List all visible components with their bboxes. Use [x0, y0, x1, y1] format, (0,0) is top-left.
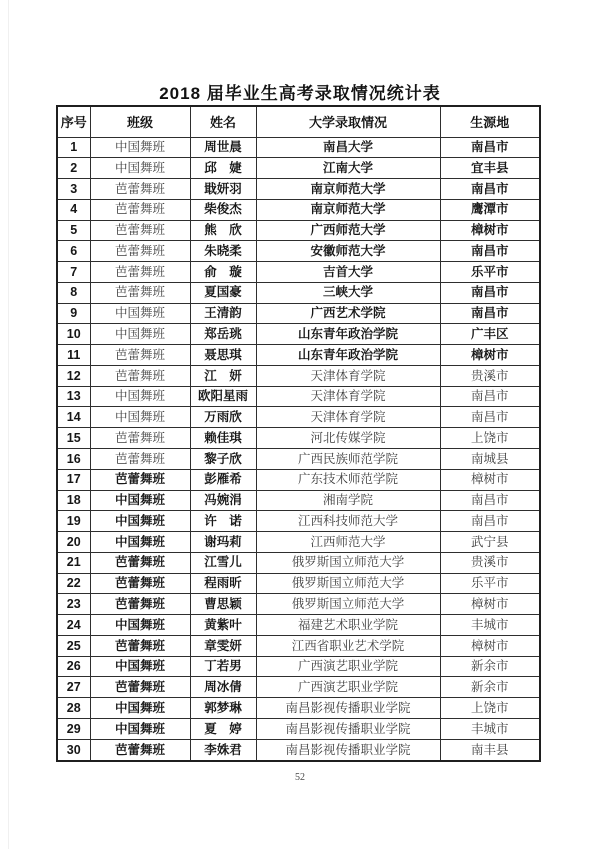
table-row: [57, 386, 540, 407]
cell-name: 曹思颖: [190, 594, 256, 615]
table-row: [57, 220, 540, 241]
cell-class: 中国舞班: [90, 303, 190, 324]
cell-name: 程雨昕: [190, 573, 256, 594]
header-row: [57, 106, 540, 137]
cell-origin: 南昌市: [440, 407, 540, 428]
table-row: [57, 490, 540, 511]
cell-origin: 鹰潭市: [440, 199, 540, 220]
cell-class: 芭蕾舞班: [90, 220, 190, 241]
cell-no: 25: [57, 635, 90, 656]
cell-no: 17: [57, 469, 90, 490]
table-row: [57, 324, 540, 345]
cell-university: 南昌影视传播职业学院: [256, 698, 440, 719]
cell-name: 周冰倩: [190, 677, 256, 698]
cell-university: 南京师范大学: [256, 199, 440, 220]
table-row: [57, 511, 540, 532]
cell-no: 15: [57, 428, 90, 449]
cell-name: 郑岳珧: [190, 324, 256, 345]
table-row: [57, 677, 540, 698]
table-row: [57, 262, 540, 283]
cell-university: 南昌影视传播职业学院: [256, 739, 440, 761]
cell-origin: 樟树市: [440, 594, 540, 615]
cell-no: 27: [57, 677, 90, 698]
cell-no: 14: [57, 407, 90, 428]
cell-origin: 乐平市: [440, 262, 540, 283]
cell-class: 芭蕾舞班: [90, 282, 190, 303]
cell-class: 芭蕾舞班: [90, 677, 190, 698]
cell-origin: 南城县: [440, 448, 540, 469]
column-header-name: 姓名: [190, 106, 256, 137]
cell-class: 芭蕾舞班: [90, 199, 190, 220]
cell-name: 王清韵: [190, 303, 256, 324]
table-row: [57, 532, 540, 553]
cell-no: 16: [57, 448, 90, 469]
table-row: [57, 698, 540, 719]
cell-university: 广东技术师范学院: [256, 469, 440, 490]
cell-name: 冯婉涓: [190, 490, 256, 511]
cell-university: 江西省职业艺术学院: [256, 635, 440, 656]
cell-class: 中国舞班: [90, 698, 190, 719]
cell-no: 11: [57, 345, 90, 366]
cell-name: 江雪儿: [190, 552, 256, 573]
cell-university: 河北传媒学院: [256, 428, 440, 449]
cell-origin: 南昌市: [440, 511, 540, 532]
cell-class: 芭蕾舞班: [90, 469, 190, 490]
cell-no: 28: [57, 698, 90, 719]
cell-no: 5: [57, 220, 90, 241]
table-row: [57, 469, 540, 490]
cell-name: 黎子欣: [190, 448, 256, 469]
table-row: [57, 656, 540, 677]
admissions-table-container: [56, 105, 539, 762]
cell-name: 欧阳星雨: [190, 386, 256, 407]
table-row: [57, 739, 540, 761]
table-row: [57, 573, 540, 594]
cell-university: 江西师范大学: [256, 532, 440, 553]
cell-origin: 武宁县: [440, 532, 540, 553]
table-row: [57, 552, 540, 573]
cell-origin: 樟树市: [440, 220, 540, 241]
cell-class: 芭蕾舞班: [90, 573, 190, 594]
cell-name: 邱 婕: [190, 158, 256, 179]
cell-name: 江 妍: [190, 365, 256, 386]
cell-class: 中国舞班: [90, 386, 190, 407]
cell-no: 23: [57, 594, 90, 615]
cell-university: 福建艺术职业学院: [256, 615, 440, 636]
cell-university: 山东青年政治学院: [256, 345, 440, 366]
cell-university: 山东青年政治学院: [256, 324, 440, 345]
cell-origin: 贵溪市: [440, 365, 540, 386]
table-row: [57, 365, 540, 386]
cell-university: 安徽师范大学: [256, 241, 440, 262]
column-header-no: 序号: [57, 106, 90, 137]
table-row: [57, 241, 540, 262]
cell-name: 彭雁希: [190, 469, 256, 490]
cell-university: 南京师范大学: [256, 179, 440, 200]
cell-name: 俞 璇: [190, 262, 256, 283]
cell-name: 柴俊杰: [190, 199, 256, 220]
cell-class: 中国舞班: [90, 656, 190, 677]
cell-class: 中国舞班: [90, 324, 190, 345]
cell-class: 中国舞班: [90, 490, 190, 511]
cell-university: 南昌大学: [256, 137, 440, 158]
cell-origin: 南昌市: [440, 137, 540, 158]
cell-no: 19: [57, 511, 90, 532]
cell-origin: 新余市: [440, 656, 540, 677]
cell-no: 12: [57, 365, 90, 386]
page-title: 2018 届毕业生高考录取情况统计表: [159, 84, 441, 103]
cell-class: 芭蕾舞班: [90, 635, 190, 656]
page-number: 52: [295, 772, 305, 783]
cell-no: 29: [57, 718, 90, 739]
cell-name: 聂思琪: [190, 345, 256, 366]
admissions-table: [56, 105, 541, 762]
cell-name: 夏国豪: [190, 282, 256, 303]
cell-university: 俄罗斯国立师范大学: [256, 573, 440, 594]
cell-class: 芭蕾舞班: [90, 428, 190, 449]
cell-university: 广西艺术学院: [256, 303, 440, 324]
cell-name: 赖佳琪: [190, 428, 256, 449]
table-row: [57, 158, 540, 179]
cell-class: 芭蕾舞班: [90, 594, 190, 615]
scan-page-edge: [8, 0, 9, 849]
cell-university: 三峡大学: [256, 282, 440, 303]
cell-origin: 新余市: [440, 677, 540, 698]
cell-origin: 贵溪市: [440, 552, 540, 573]
table-row: [57, 199, 540, 220]
cell-origin: 丰城市: [440, 718, 540, 739]
cell-university: 吉首大学: [256, 262, 440, 283]
cell-origin: 樟树市: [440, 469, 540, 490]
cell-university: 天津体育学院: [256, 407, 440, 428]
cell-no: 26: [57, 656, 90, 677]
cell-university: 南昌影视传播职业学院: [256, 718, 440, 739]
cell-university: 广西演艺职业学院: [256, 677, 440, 698]
cell-university: 广西师范大学: [256, 220, 440, 241]
cell-name: 郭梦琳: [190, 698, 256, 719]
cell-name: 谢玛莉: [190, 532, 256, 553]
cell-no: 6: [57, 241, 90, 262]
cell-no: 20: [57, 532, 90, 553]
cell-name: 朱晓柔: [190, 241, 256, 262]
cell-class: 芭蕾舞班: [90, 241, 190, 262]
cell-class: 中国舞班: [90, 407, 190, 428]
cell-origin: 上饶市: [440, 428, 540, 449]
cell-class: 芭蕾舞班: [90, 179, 190, 200]
cell-class: 芭蕾舞班: [90, 552, 190, 573]
cell-no: 21: [57, 552, 90, 573]
cell-name: 许 诺: [190, 511, 256, 532]
table-row: [57, 594, 540, 615]
cell-university: 天津体育学院: [256, 365, 440, 386]
table-body: [57, 137, 540, 761]
cell-class: 芭蕾舞班: [90, 262, 190, 283]
cell-name: 周世晨: [190, 137, 256, 158]
table-row: [57, 448, 540, 469]
column-header-class: 班级: [90, 106, 190, 137]
table-row: [57, 345, 540, 366]
cell-university: 湘南学院: [256, 490, 440, 511]
cell-class: 芭蕾舞班: [90, 739, 190, 761]
cell-origin: 南昌市: [440, 241, 540, 262]
table-row: [57, 303, 540, 324]
cell-origin: 南昌市: [440, 303, 540, 324]
cell-class: 芭蕾舞班: [90, 345, 190, 366]
cell-no: 1: [57, 137, 90, 158]
table-row: [57, 407, 540, 428]
cell-origin: 樟树市: [440, 635, 540, 656]
cell-name: 李姝君: [190, 739, 256, 761]
cell-university: 江西科技师范大学: [256, 511, 440, 532]
cell-no: 24: [57, 615, 90, 636]
cell-name: 戢妍羽: [190, 179, 256, 200]
cell-name: 黄紫叶: [190, 615, 256, 636]
cell-name: 万雨欣: [190, 407, 256, 428]
cell-class: 芭蕾舞班: [90, 365, 190, 386]
table-row: [57, 179, 540, 200]
table-row: [57, 428, 540, 449]
cell-origin: 宜丰县: [440, 158, 540, 179]
cell-class: 中国舞班: [90, 511, 190, 532]
cell-no: 8: [57, 282, 90, 303]
cell-origin: 南昌市: [440, 490, 540, 511]
cell-class: 中国舞班: [90, 718, 190, 739]
cell-university: 广西民族师范学院: [256, 448, 440, 469]
cell-no: 9: [57, 303, 90, 324]
cell-no: 22: [57, 573, 90, 594]
table-row: [57, 718, 540, 739]
cell-origin: 南昌市: [440, 179, 540, 200]
cell-no: 10: [57, 324, 90, 345]
cell-origin: 上饶市: [440, 698, 540, 719]
table-row: [57, 615, 540, 636]
column-header-university: 大学录取情况: [256, 106, 440, 137]
cell-origin: 樟树市: [440, 345, 540, 366]
table-row: [57, 282, 540, 303]
cell-university: 俄罗斯国立师范大学: [256, 552, 440, 573]
cell-origin: 南昌市: [440, 386, 540, 407]
cell-name: 丁若男: [190, 656, 256, 677]
cell-origin: 南丰县: [440, 739, 540, 761]
cell-no: 13: [57, 386, 90, 407]
cell-class: 芭蕾舞班: [90, 448, 190, 469]
cell-name: 章雯妍: [190, 635, 256, 656]
cell-name: 夏 婷: [190, 718, 256, 739]
cell-no: 2: [57, 158, 90, 179]
cell-no: 18: [57, 490, 90, 511]
cell-no: 7: [57, 262, 90, 283]
cell-origin: 乐平市: [440, 573, 540, 594]
cell-origin: 广丰区: [440, 324, 540, 345]
cell-university: 广西演艺职业学院: [256, 656, 440, 677]
cell-university: 俄罗斯国立师范大学: [256, 594, 440, 615]
cell-no: 30: [57, 739, 90, 761]
cell-university: 江南大学: [256, 158, 440, 179]
table-row: [57, 635, 540, 656]
cell-class: 中国舞班: [90, 158, 190, 179]
table-row: [57, 137, 540, 158]
cell-class: 中国舞班: [90, 615, 190, 636]
cell-name: 熊 欣: [190, 220, 256, 241]
cell-origin: 丰城市: [440, 615, 540, 636]
cell-no: 4: [57, 199, 90, 220]
cell-no: 3: [57, 179, 90, 200]
cell-class: 中国舞班: [90, 532, 190, 553]
column-header-origin: 生源地: [440, 106, 540, 137]
cell-class: 中国舞班: [90, 137, 190, 158]
table-header: [57, 106, 540, 137]
cell-origin: 南昌市: [440, 282, 540, 303]
cell-university: 天津体育学院: [256, 386, 440, 407]
